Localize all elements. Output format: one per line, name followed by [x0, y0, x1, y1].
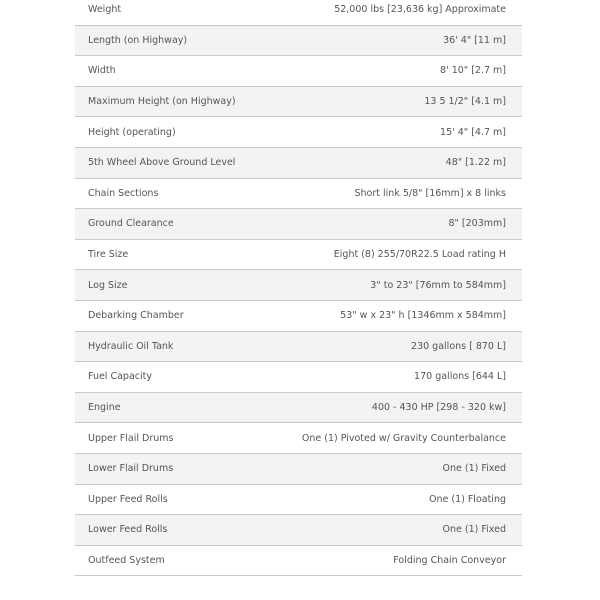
spec-label: Fuel Capacity	[88, 371, 152, 383]
spec-row-fuel-capacity	[75, 362, 522, 393]
spec-value: Folding Chain Conveyor	[393, 554, 506, 566]
spec-label: Ground Clearance	[88, 218, 174, 230]
spec-label: Maximum Height (on Highway)	[88, 96, 236, 108]
spec-value: One (1) Fixed	[442, 463, 506, 475]
spec-label: Engine	[88, 402, 121, 414]
spec-row-fifth-wheel	[75, 148, 522, 179]
spec-row-chain-sections	[75, 179, 522, 210]
spec-row-lower-feed-rolls	[75, 515, 522, 546]
spec-label: Hydraulic Oil Tank	[88, 340, 174, 352]
spec-label: Height (operating)	[88, 126, 176, 138]
spec-label: Lower Feed Rolls	[88, 524, 168, 536]
spec-row-hydraulic-oil-tank	[75, 332, 522, 363]
spec-value: 48" [1.22 m]	[445, 157, 506, 169]
spec-row-engine	[75, 393, 522, 424]
spec-row-outfeed-system	[75, 546, 522, 577]
spec-row-height-operating	[75, 117, 522, 148]
spec-label: Tire Size	[88, 249, 129, 261]
spec-value: 8' 10" [2.7 m]	[440, 65, 506, 77]
spec-value: 400 - 430 HP [298 - 320 kw]	[371, 402, 506, 414]
spec-row-lower-flail-drums	[75, 454, 522, 485]
spec-label: Length (on Highway)	[88, 34, 188, 46]
spec-label: Debarking Chamber	[88, 310, 184, 322]
spec-label: Log Size	[88, 279, 128, 291]
spec-row-tire-size	[75, 240, 522, 271]
spec-row-weight	[75, 0, 522, 26]
spec-value: Short link 5/8" [16mm] x 8 links	[354, 187, 506, 199]
spec-label: Lower Flail Drums	[88, 463, 174, 475]
spec-label: Upper Flail Drums	[88, 432, 174, 444]
spec-value: One (1) Pivoted w/ Gravity Counterbalance	[301, 432, 506, 444]
spec-value: Eight (8) 255/70R22.5 Load rating H	[333, 249, 506, 261]
spec-value: 230 gallons [ 870 L]	[411, 340, 506, 352]
spec-row-length	[75, 26, 522, 57]
spec-value: 13 5 1/2" [4.1 m]	[424, 96, 506, 108]
spec-value: One (1) Fixed	[442, 524, 506, 536]
spec-label: Upper Feed Rolls	[88, 493, 168, 505]
spec-value: One (1) Floating	[429, 493, 506, 505]
spec-row-debarking-chamber	[75, 301, 522, 332]
spec-value: 53" w x 23" h [1346mm x 584mm]	[340, 310, 506, 322]
spec-row-width	[75, 56, 522, 87]
spec-value: 52,000 lbs [23,636 kg] Approximate	[334, 4, 506, 16]
spec-row-upper-feed-rolls	[75, 485, 522, 516]
spec-row-maximum-height	[75, 87, 522, 118]
spec-label: 5th Wheel Above Ground Level	[88, 157, 236, 169]
spec-row-ground-clearance	[75, 209, 522, 240]
spec-value: 36' 4" [11 m]	[443, 34, 506, 46]
spec-row-log-size	[75, 270, 522, 301]
spec-row-upper-flail-drums	[75, 423, 522, 454]
spec-value: 170 gallons [644 L]	[414, 371, 506, 383]
specifications-table	[75, 0, 522, 576]
spec-value: 15' 4" [4.7 m]	[440, 126, 506, 138]
spec-label: Width	[88, 65, 116, 77]
spec-label: Outfeed System	[88, 554, 165, 566]
spec-value: 8" [203mm]	[448, 218, 506, 230]
spec-label: Weight	[88, 4, 122, 16]
spec-value: 3" to 23" [76mm to 584mm]	[370, 279, 506, 291]
spec-label: Chain Sections	[88, 187, 159, 199]
